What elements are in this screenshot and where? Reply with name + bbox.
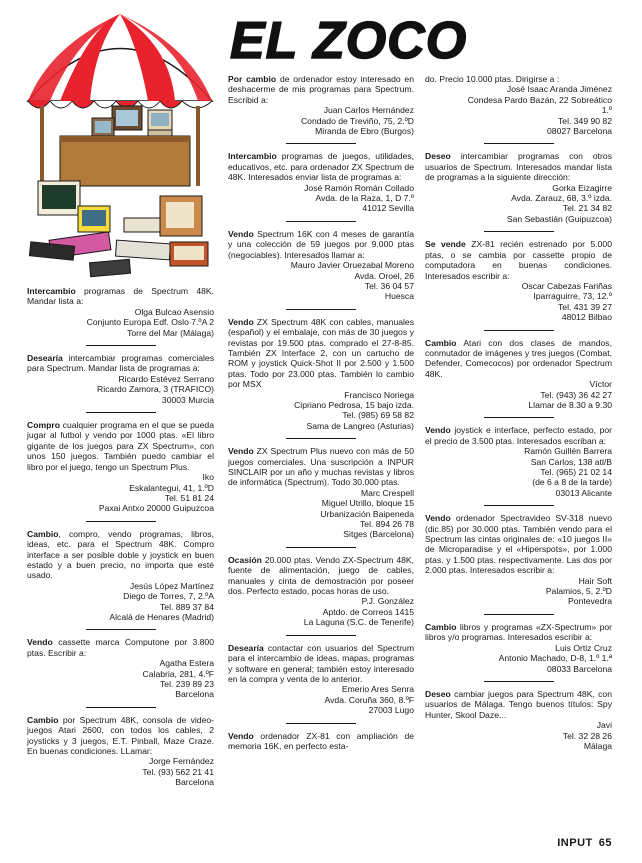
section-name: INPUT [557, 837, 593, 849]
ad-contact-line: 48012 Bilbao [561, 312, 612, 323]
ad-text [425, 338, 612, 380]
ad-text [27, 286, 214, 307]
ad-text [228, 731, 414, 752]
ad-contact-line: Marc Crespell [360, 487, 414, 498]
ad-contact-line: Tel. 431 39 27 [558, 301, 612, 312]
title-text: EL ZOCO [230, 12, 468, 70]
ad-contact-line: Conjunto Europa Edf. Oslo 7.ºA 2 [86, 317, 214, 328]
ad-separator [86, 521, 156, 522]
ad-contact-line: 08033 Barcelona [547, 663, 612, 674]
ad-contact-line: Agatha Estera [159, 658, 214, 669]
ad-body-text: intercambiar programas comerciales para Spectrum. Mandar lista de programas a: [27, 353, 214, 374]
ad-contact-line: P.J. González [361, 596, 414, 607]
ad-text [27, 420, 214, 472]
ad-contact-line: Cipriano Pedrosa, 15 bajo izda. [294, 399, 414, 410]
ad-keyword: Compro [27, 420, 60, 431]
ad-keyword: Cambio [27, 528, 59, 539]
ad-separator [484, 417, 554, 418]
ad-keyword: Vendo [425, 425, 451, 436]
ad-contact-line: 03013 Alicante [555, 487, 612, 498]
ad-contact-line: Alcalá de Henares (Madrid) [109, 611, 214, 622]
ad-contact-line: José Isaac Aranda Jiménez [506, 84, 612, 95]
ad-body-text: Atari con dos clases de mandos, conmutador de imágenes y tres juegos (Combat, Defender, Comecocos) por ordenador Spectrum 48K. [425, 337, 612, 379]
ad-contact-line: San Carlos, 138 atl/B [530, 456, 612, 467]
ad-keyword: Por cambio [228, 74, 277, 84]
ad-contact-line: Tel. 889 37 84 [160, 601, 214, 612]
classifieds-column-1 [27, 286, 214, 788]
classified-ad [425, 74, 612, 136]
ad-contact-line: 41012 Sevilla [362, 203, 414, 214]
ad-separator [86, 707, 156, 708]
ad-separator [484, 614, 554, 615]
ad-contact-line: Tel. 21 34 82 [562, 203, 612, 214]
ad-contact-line: Huesca [384, 291, 414, 302]
ad-contact-line: Jesús López Martínez [129, 580, 214, 591]
ad-contact-line: 1.º [601, 105, 612, 116]
ad-contact-line: Tel. 51 81 24 [164, 492, 214, 503]
ad-separator [286, 309, 356, 310]
ad-contact-line: Oscar Cabezas Fariñas [521, 280, 612, 291]
ad-keyword: Intercambio [27, 286, 76, 296]
classifieds-column-3 [425, 74, 612, 751]
ad-contact-line: Gorka Eizagirre [552, 182, 612, 193]
ad-body-text: de ordenador estoy interesado en deshacerme de mis programas para Spectrum. Escribid a: [228, 74, 414, 105]
ad-keyword: Se vende [425, 239, 466, 250]
ad-keyword: Vendo [228, 228, 254, 239]
ad-body-text: contactar con usuarios del Spectrum para el intercambio de ideas, mapas, programas y software en general; también estoy interesado en la compra y venta de lo anterior. [228, 642, 414, 684]
ad-keyword: Cambio [27, 714, 59, 725]
ad-text [425, 151, 612, 182]
ad-contact-line: Iparraguirre, 73, 12.º [533, 291, 612, 302]
ad-contact-line: Ricardo Zamora, 3 (TRAFICO) [97, 384, 214, 395]
ad-keyword: Desearía [228, 642, 264, 653]
ad-separator [86, 345, 156, 346]
ad-contact-line: Olga Bulcao Asensio [134, 306, 214, 317]
ad-contact-line: Palamios, 5, 2.ºD [545, 586, 612, 597]
ad-contact-line: Luis Ortiz Cruz [555, 642, 612, 653]
ad-body-text: joystick e interface, perfecto estado, por el precio de 3.500 ptas. Interesados escriban a: [425, 425, 612, 446]
ad-body-text: ordenador Spectravideo SV-318 nuevo (dic.85) por 30.000 ptas. También vendo para el Spectrum las cintas originales de: «10 juegos II» de Microparadise y el «Hiperspots», por 1.000 ptas. y 1.500 ptas. respectivamente. Las dos por 2.000 ptas. Interesados escribir a: [425, 513, 612, 576]
ad-keyword: Vendo [27, 637, 53, 648]
ad-contact-line: Mauro Javier Oruezabal Moreno [290, 260, 414, 271]
ad-body-text: do. Precio 10.000 ptas. Dirigirse a : [425, 74, 560, 84]
classified-ad [27, 353, 214, 405]
ad-text [228, 74, 414, 105]
ad-body-text: 20.000 ptas. Vendo ZX-Spectrum 48K, fuente de alimentación, juego de cables, manuales y cinta de demostración por poseer dos. Perfecto estado, pocas horas de uso. [228, 554, 414, 597]
ad-text [228, 151, 414, 182]
ad-contact-line: Tel. 894 26 78 [360, 519, 414, 530]
ad-contact-line: Tel. 32 28 26 [562, 730, 612, 741]
ad-contact-line: Condesa Pardo Bazán, 22 Sobreático [467, 94, 612, 105]
ad-contact-line: Torre del Mar (Málaga) [127, 327, 214, 338]
ad-text [425, 689, 612, 720]
ad-contact-line: Tel. (93) 562 21 41 [142, 766, 214, 777]
ad-contact-line: Tel. (965) 21 02 14 [540, 467, 612, 477]
classified-ad [27, 715, 214, 788]
ad-separator [484, 231, 554, 232]
ad-contact-line: Barcelona [175, 689, 214, 700]
ad-contact-line: Víctor [589, 379, 612, 390]
ad-separator [286, 221, 356, 222]
ad-body-text: ZX Spectrum Plus nuevo con más de 50 juegos comerciales. Una suscripción a INPUR SINCLAIR por un año y muchas revistas y libros de informática (Spectrum). Todo 30.000 ptas. [228, 446, 414, 488]
ad-body-text: cassette marca Computone por 3.800 ptas. Escribir a: [27, 637, 214, 658]
ad-contact-line: Javi [596, 720, 612, 731]
ad-body-text: programas de juegos, utilidades, educativos, etc. para ordenador ZX Spectrum de 48K. Interesados enviar lista de programas a: [228, 151, 414, 183]
classified-ad [228, 643, 414, 716]
ad-text [425, 622, 612, 643]
classified-ad [425, 622, 612, 674]
ad-keyword: Desearía [27, 353, 63, 364]
ad-keyword: Vendo [228, 730, 254, 741]
classified-ad [425, 338, 612, 411]
ad-body-text: por Spectrum 48K, consola de video-juegos Atari 2600, con todos los cables, 2 joysticks y 3 juegos, E.T. Pinball, Maze Craze. En buenas condiciones. LLamar: [27, 714, 214, 757]
ad-keyword: Vendo [228, 446, 254, 457]
market-stall-illustration [20, 6, 220, 282]
ad-separator [86, 629, 156, 630]
classified-ad [27, 637, 214, 699]
ad-keyword: Deseo [425, 688, 451, 699]
ad-contact-line: Avda. Coruña 360, 8.ºF [324, 694, 414, 705]
ad-text [425, 74, 612, 84]
ad-body-text: libros y programas «ZX-Spectrum» por libros y/o programas. Interesados escribir a: [425, 621, 612, 643]
ad-contact-line: La Laguna (S.C. de Tenerife) [303, 617, 414, 628]
classified-ad [27, 529, 214, 623]
ad-keyword: Cambio [425, 337, 457, 348]
ad-contact-line: Tel. 349 90 82 [558, 115, 612, 126]
ad-contact-line: Eskalantegui, 41, 1.ºD [129, 482, 214, 493]
ad-separator [286, 547, 356, 548]
ad-body-text: cualquier programa en el que se pueda jugar al futbol y vendo por 1000 ptas. «El libro gigante de los juegos para ZX Spectrum», con unos 150 juegos. También puedo cambiar el libro por el juego, tengo un Spectrum Plus. [27, 420, 214, 472]
ad-keyword: Vendo [228, 316, 254, 327]
ad-keyword: Cambio [425, 621, 457, 632]
classified-ad [425, 151, 612, 224]
classified-ad [425, 239, 612, 322]
ad-body-text: , compro, vendo programas, libros, ideas, etc. para el Spectrum 48K. Compro interface a ser posible doble y joystick en buen estado y a buen precio, no importa que esté usado. [27, 528, 214, 581]
ad-contact-line: Avda. Oroel, 26 [354, 270, 414, 281]
ad-contact-line: Paxai Antxo 20000 Guipuzcoa [98, 503, 214, 514]
ad-separator [286, 635, 356, 636]
ad-separator [286, 143, 356, 144]
ad-text [228, 317, 414, 390]
ad-contact-line: Calabria, 281, 4.ºF [142, 668, 214, 679]
ad-text [27, 529, 214, 581]
ad-text [228, 555, 414, 597]
ad-contact-line: José Ramón Román Collado [304, 182, 414, 193]
ad-body-text: cambiar juegos para Spectrum 48K, con usuarios de Málaga. Tengo buenos títulos: Spy Hunter, Skool Daze... [425, 688, 612, 720]
ad-body-text: programas de Spectrum 48K. Mandar lista a: [27, 286, 214, 307]
ad-contact-line: Condado de Treviño, 75, 2.ºD [300, 115, 414, 126]
ad-contact-line: Francisco Noriega [344, 389, 414, 400]
ad-contact-line: Antonio Machado, D-8, 1.º 1.ª [498, 653, 612, 664]
ad-text [228, 643, 414, 685]
ad-body-text: ZX Spectrum 48K con cables, manuales (español) y el embalaje, con más de 30 juegos y revistas por 19.500 ptas. comprado el 27-8-85. También ZX Interface 2, con un cartucho de ROM y joystick Quick-Shot II por 2.500 y 1.500 ptas. Todo por 23.000 ptas. También lo cambio por MSX [228, 316, 414, 390]
ad-contact-line: Avda. de la Raza, 1, D 7.º [315, 193, 414, 204]
ad-text [425, 425, 612, 446]
classified-ad [228, 74, 414, 136]
ad-keyword: Vendo [425, 513, 451, 524]
ad-body-text: ZX-81 recién estrenado por 5.000 ptas, o se cambia por cassette propio de computadora en buenas condiciones. Interesados escribir a: [425, 239, 612, 281]
ad-contact-line: Urbanización Baipeneda [320, 508, 414, 519]
ad-contact-line: Emerio Ares Senra [341, 684, 414, 695]
classified-ad [27, 420, 214, 514]
classified-ad [228, 151, 414, 213]
ad-keyword: Ocasión [228, 554, 262, 565]
ad-separator [484, 143, 554, 144]
ad-contact-line: Sama de Langreo (Asturias) [306, 420, 414, 431]
ad-contact-line: Tel. (985) 69 58 82 [342, 410, 414, 421]
ad-contact-line: Sitges (Barcelona) [343, 529, 414, 540]
ad-text [425, 239, 612, 281]
ad-contact-line: Miguel Utrillo, bloque 15 [321, 498, 414, 509]
ad-body-text: Spectrum 16K con 4 meses de garantía y una colección de 59 juegos por 9.000 ptas (negociables). Interesados llamar a: [228, 228, 414, 260]
ad-text [27, 637, 214, 658]
ad-contact-line: Diego de Torres, 7, 2.ºA [123, 591, 214, 602]
ad-contact-line: Juan Carlos Hernández [323, 105, 414, 116]
classified-ad [228, 555, 414, 628]
ad-text [425, 513, 612, 575]
ad-separator [286, 723, 356, 724]
ad-contact-line: 30003 Murcia [161, 394, 214, 405]
page-footer [551, 837, 612, 849]
ad-contact-line: Iko [202, 472, 214, 483]
ad-contact-line: Miranda de Ebro (Burgos) [315, 126, 414, 137]
ad-contact-line: Ricardo Estévez Serrano [118, 373, 214, 384]
page-title [226, 6, 468, 70]
ad-keyword: Intercambio [228, 151, 277, 162]
ad-separator [484, 505, 554, 506]
ad-separator [86, 412, 156, 413]
classified-ad [425, 689, 612, 751]
ad-separator [286, 438, 356, 439]
ad-body-text: ordenador ZX-81 con ampliación de memoria 16K, en perfecto esta- [228, 730, 414, 751]
ad-body-text: intercambiar programas con otros usuarios de Spectrum. Interesados mandar lista de programas a la siguiente dirección: [425, 151, 612, 183]
ad-contact-line: 08027 Barcelona [547, 126, 612, 137]
ad-contact-line: Hair Soft [578, 575, 612, 586]
classified-ad [425, 513, 612, 607]
ad-contact-line: Jorge Fernández [149, 756, 214, 767]
classifieds-column-2 [228, 74, 414, 751]
ad-contact-line: Tel. (943) 36 42 27 [540, 389, 612, 400]
ad-contact-line: 27003 Lugo [368, 705, 414, 716]
ad-text [27, 353, 214, 374]
ad-contact-line: (de 6 a 8 de la tarde) [532, 477, 612, 488]
ad-contact-line: Tel. 239 89 23 [160, 679, 214, 689]
ad-keyword: Deseo [425, 151, 451, 162]
page-number: 65 [598, 837, 612, 849]
ad-text [27, 715, 214, 757]
classified-ad [228, 731, 414, 752]
ad-contact-line: Tel. 36 04 57 [364, 280, 414, 291]
ad-contact-line: Avda. Zarauz, 68, 3.º izda. [511, 193, 612, 204]
ad-text [228, 229, 414, 260]
classified-ad [228, 317, 414, 431]
classified-ad [27, 286, 214, 338]
ad-separator [484, 681, 554, 682]
ad-contact-line: Pontevedra [568, 596, 612, 607]
ad-contact-line: San Sebastián (Guipuzcoa) [506, 213, 612, 224]
ad-contact-line: Barcelona [175, 777, 214, 788]
ad-text [228, 446, 414, 488]
ad-contact-line: Málaga [583, 740, 612, 751]
classified-ad [228, 446, 414, 540]
ad-contact-line: Llamar de 8.30 a 9.30 [528, 399, 612, 410]
ad-contact-line: Ramón Guillén Barrera [524, 446, 612, 457]
classified-ad [228, 229, 414, 302]
classified-ad [425, 425, 612, 498]
ad-contact-line: Aptdo. de Correos 1415 [322, 606, 414, 617]
ad-separator [484, 330, 554, 331]
